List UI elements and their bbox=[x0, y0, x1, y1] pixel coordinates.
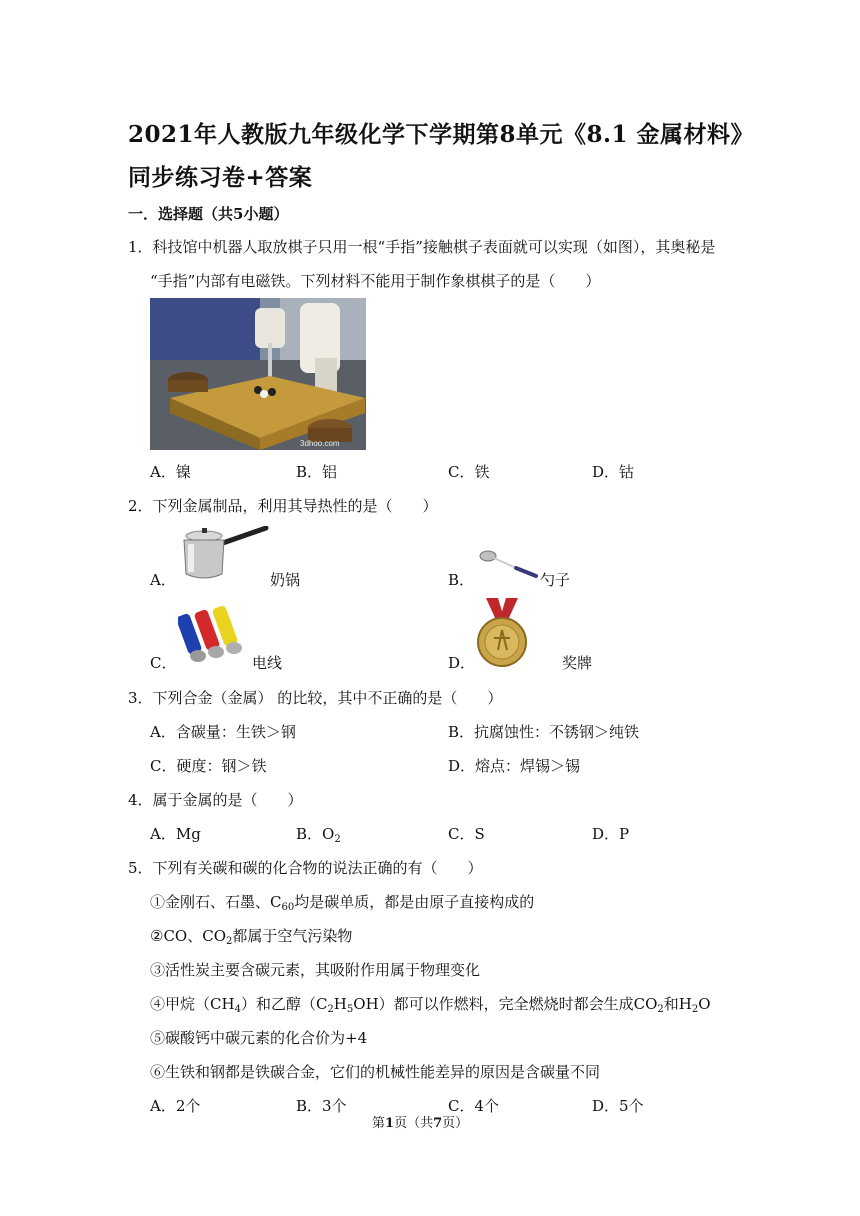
q3-option-d: D．熔点：焊锡＞锡 bbox=[448, 757, 581, 775]
q2-option-d-text: 奖牌 bbox=[562, 654, 593, 672]
page-title: 2021年人教版九年级化学下学期第8单元《8.1 金属材料》 bbox=[128, 121, 755, 148]
q2-option-b-letter: B． bbox=[448, 571, 475, 589]
q5-option-d: D．5个 bbox=[592, 1097, 644, 1115]
question-4-stem: 4．属于金属的是（ ） bbox=[128, 791, 303, 809]
question-1-stem-line1: 1．科技馆中机器人取放棋子只用一根“手指”接触棋子表面就可以实现（如图），其奥秘是 bbox=[128, 238, 716, 256]
q5-statement-3: ③活性炭主要含碳元素，其吸附作用属于物理变化 bbox=[150, 961, 481, 979]
medal-icon bbox=[474, 598, 530, 670]
question-1-stem-line2: “手指”内部有电磁铁。下列材料不能用于制作象棋棋子的是（ ） bbox=[150, 272, 601, 290]
robot-chess-photo bbox=[150, 298, 366, 450]
q4-option-b: B．$O_2$ bbox=[296, 825, 341, 845]
electric-wire-image bbox=[178, 604, 250, 668]
q3-option-a: A．含碳量：生铁＞钢 bbox=[150, 723, 296, 741]
q2-option-a-letter: A． bbox=[150, 571, 176, 589]
q5-statement-5: ⑤碳酸钙中碳元素的化合价为+4 bbox=[150, 1029, 368, 1047]
medal-image bbox=[474, 598, 530, 670]
milk-pot-icon bbox=[180, 526, 270, 584]
q2-option-d-letter: D． bbox=[448, 654, 476, 672]
page-title-line2: 同步练习卷+答案 bbox=[128, 164, 313, 191]
q5-statement-4: ④甲烷$(CH_4)$和乙醇$(C_2H_5OH)$都可以作燃料，完全燃烧时都会生成$CO_2$和$H_2O$ bbox=[150, 995, 711, 1015]
wire-cable-icon bbox=[178, 604, 250, 668]
q2-option-c-text: 电线 bbox=[252, 654, 283, 672]
q2-option-c-letter: C． bbox=[150, 654, 177, 672]
photo-watermark: 3dhoo.com bbox=[300, 439, 340, 448]
q5-statement-6: ⑥生铁和钢都是铁碳合金，它们的机械性能差异的原因是含碳量不同 bbox=[150, 1063, 601, 1081]
q4-option-a: A．Mg bbox=[150, 825, 201, 843]
q5-option-c: C．4个 bbox=[448, 1097, 500, 1115]
question-5-stem: 5．下列有关碳和碳的化合物的说法正确的有（ ） bbox=[128, 859, 483, 877]
q2-option-b-text: 勺子 bbox=[540, 571, 571, 589]
q1-option-b: B．铝 bbox=[296, 463, 338, 481]
q4-option-c: C．S bbox=[448, 825, 485, 843]
q5-option-a: A．2个 bbox=[150, 1097, 201, 1115]
q3-option-c: C．硬度：钢＞铁 bbox=[150, 757, 267, 775]
q5-statement-1: ①金刚石、石墨、$C_{60}$均是碳单质，都是由原子直接构成的 bbox=[150, 893, 535, 913]
q2-option-a-text: 奶锅 bbox=[270, 571, 301, 589]
question-3-stem: 3．下列合金（金属） 的比较，其中不正确的是（ ） bbox=[128, 689, 503, 707]
q1-option-c: C．铁 bbox=[448, 463, 490, 481]
q5-option-b: B．3个 bbox=[296, 1097, 347, 1115]
spoon-image bbox=[478, 548, 540, 578]
q4-option-d: D．P bbox=[592, 825, 630, 843]
question-2-stem: 2．下列金属制品，利用其导热性的是（ ） bbox=[128, 497, 438, 515]
section-heading: 一．选择题（共5小题） bbox=[128, 205, 289, 223]
milk-pot-image bbox=[180, 526, 270, 584]
q1-option-a: A．镍 bbox=[150, 463, 191, 481]
spoon-icon bbox=[478, 548, 540, 578]
page-footer: 第1页（共7页） bbox=[372, 1116, 469, 1131]
q5-statement-2: ②CO、$CO_2$都属于空气污染物 bbox=[150, 927, 353, 947]
q1-option-d: D．钴 bbox=[592, 463, 635, 481]
robot-chess-illustration bbox=[150, 298, 366, 450]
q3-option-b: B．抗腐蚀性：不锈钢＞纯铁 bbox=[448, 723, 640, 741]
